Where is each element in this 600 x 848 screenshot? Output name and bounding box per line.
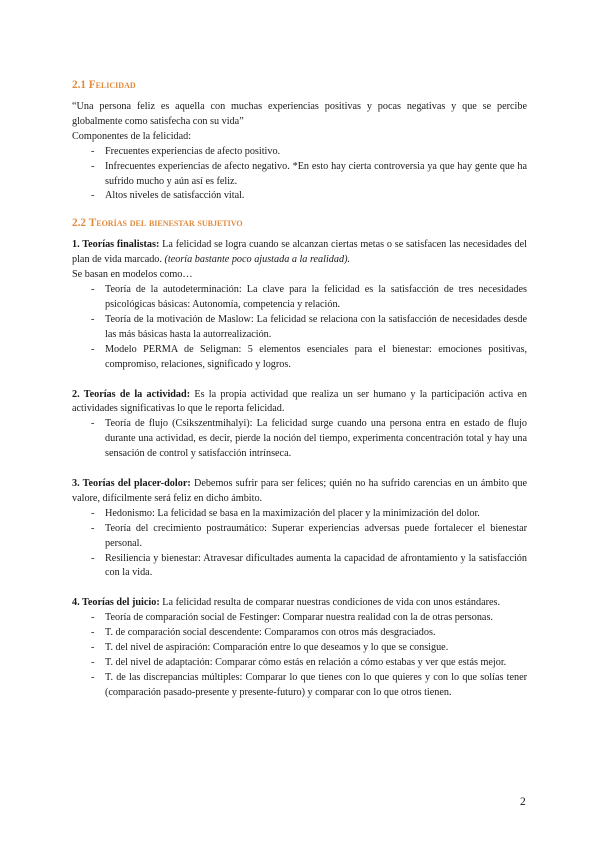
- list-item: - T. de comparación social descendente: Comparamos con otros más desgraciados.: [72, 626, 527, 641]
- theory-heading: 2. Teorías de la actividad:: [72, 388, 191, 400]
- list-item: - Teoría de comparación social de Festinger: Comparar nuestra realidad con la de otras personas.: [72, 611, 527, 626]
- theory-heading: 1. Teorías finalistas:: [72, 239, 160, 251]
- theory-heading: 3. Teorías del placer-dolor:: [72, 478, 191, 490]
- list-item: - Modelo PERMA de Seligman: 5 elementos esenciales para el bienestar: emociones positivas, compromiso, relaciones, significado y logros.: [72, 343, 527, 373]
- theory-paragraph: [72, 596, 527, 611]
- list-item: - Teoría de flujo (Csikszentmihalyi): La felicidad surge cuando una persona entra en estado de flujo durante una actividad, es decir, pierde la noción del tiempo, experimenta concentración total y hay una sensación de control y satisfacción intrínseca.: [72, 417, 527, 462]
- theory-note: (teoría bastante poco ajustada a la realidad).: [164, 254, 351, 266]
- theory-text: La felicidad se logra cuando se alcanzan ciertas metas o se satisfacen las necesidades del plan de vida marcado.: [72, 239, 527, 266]
- section-title: Teorías del bienestar subjetivo: [88, 217, 243, 230]
- components-label: Componentes de la felicidad:: [72, 130, 192, 142]
- list-item: - Infrecuentes experiencias de afecto negativo. *En esto hay cierta controversia ya que hay gente que ha sufrido mucho y aún así es feliz.: [72, 160, 527, 190]
- list-item: - Frecuentes experiencias de afecto positivo.: [72, 145, 527, 160]
- section-heading-teorias: [72, 216, 527, 230]
- list-item: - Resiliencia y bienestar: Atravesar dificultades aumenta la capacidad de afrontamiento y la satisfacción con la vida.: [72, 552, 527, 582]
- list-item: - T. del nivel de adaptación: Comparar cómo estás en relación a cómo estabas y ver que estás mejor.: [72, 656, 527, 671]
- list-item: - T. de las discrepancias múltiples: Comparar lo que tienes con lo que quieres y con lo que solías tener (comparación pasado-presente y presente-futuro) y comparar con lo que otros tienen.: [72, 671, 527, 701]
- list-item: - Teoría del crecimiento postraumático: Superar experiencias adversas puede fortalecer el bienestar personal.: [72, 522, 527, 552]
- list-item: - Altos niveles de satisfacción vital.: [72, 189, 527, 204]
- theory-text: La felicidad resulta de comparar nuestras condiciones de vida con unos estándares.: [159, 597, 501, 609]
- list-item: - Hedonismo: La felicidad se basa en la maximización del placer y la minimización del dolor.: [72, 507, 527, 522]
- theory-list: [72, 611, 527, 700]
- list-item: - Teoría de la motivación de Maslow: La felicidad se relaciona con la satisfacción de necesidades desde las más básicas hasta la autorrealización.: [72, 313, 527, 343]
- theory-list: [72, 507, 527, 582]
- happiness-quote: “Una persona feliz es aquella con muchas experiencias positivas y pocas negativas y que se percibe globalmente como satisfecha con su vida”: [72, 101, 527, 127]
- section-heading-felicidad: [72, 78, 527, 92]
- theory-after: Se basan en modelos como…: [72, 269, 193, 281]
- theory-heading: 4. Teorías del juicio:: [72, 597, 160, 609]
- theory-paragraph: [72, 477, 527, 507]
- list-item: - T. del nivel de aspiración: Comparación entre lo que deseamos y lo que se consigue.: [72, 641, 527, 656]
- section-title: Felicidad: [88, 79, 136, 91]
- theory-list: [72, 283, 527, 372]
- document-page: [72, 78, 527, 701]
- theory-paragraph: [72, 238, 527, 268]
- section-number: 2.2: [72, 217, 86, 230]
- page-number: 2: [520, 796, 526, 808]
- list-item: - Teoría de la autodeterminación: La clave para la felicidad es la satisfacción de tres necesidades psicológicas básicas: Autonomía, competencia y relación.: [72, 283, 527, 313]
- theory-text: Es la propia actividad que realiza un ser humano y la participación activa en actividades significativas lo que le reporta felicidad.: [72, 388, 527, 415]
- section-number: 2.1: [72, 79, 86, 91]
- theory-list: [72, 417, 527, 462]
- theory-paragraph: [72, 388, 527, 418]
- components-list: [72, 145, 527, 205]
- theory-text: Debemos sufrir para ser felices; quién no ha sufrido carencias en un ámbito que valore, difícilmente será feliz en dicho ámbito.: [72, 478, 527, 504]
